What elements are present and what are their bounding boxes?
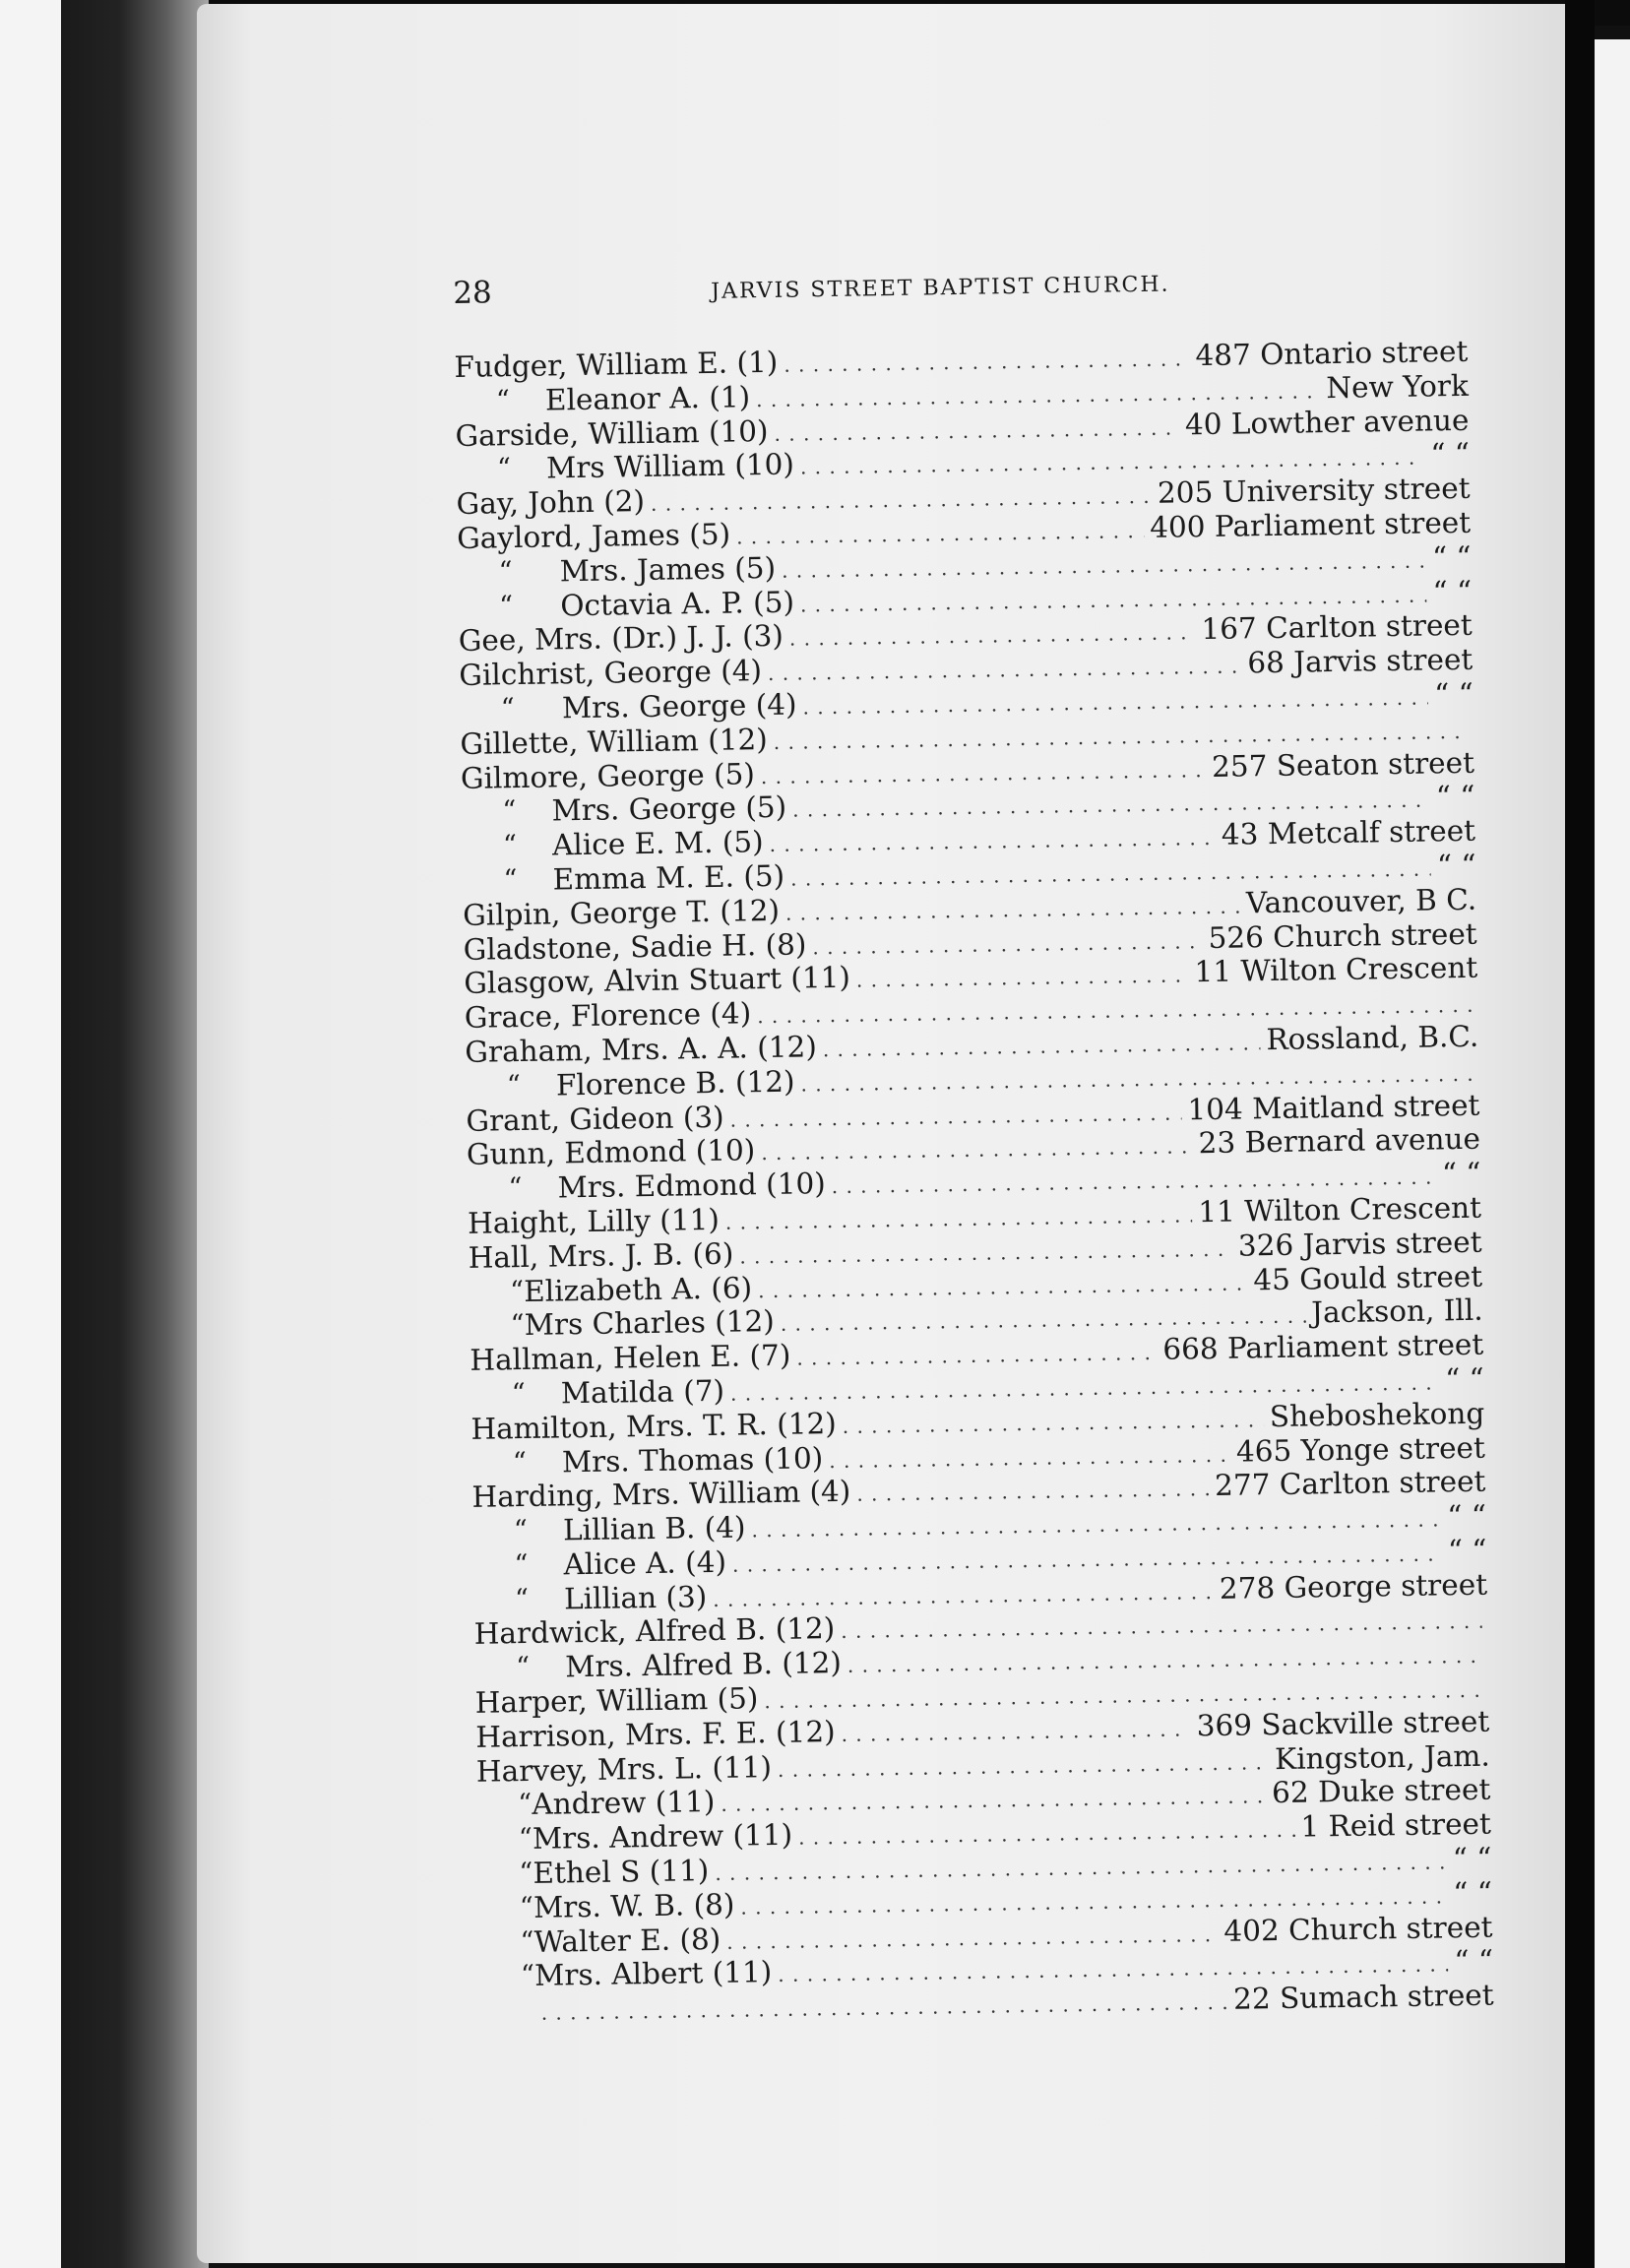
- member-address: 40 Lowther avenue: [1184, 403, 1470, 441]
- member-name: Harding, Mrs. William (4): [471, 1475, 851, 1515]
- member-address: “ “: [1454, 1944, 1494, 1979]
- member-name: Florence B. (12): [555, 1064, 795, 1102]
- member-address: 45 Gould street: [1253, 1259, 1483, 1296]
- member-address: 278 George street: [1219, 1567, 1488, 1606]
- ditto-mark: “: [519, 1891, 534, 1922]
- member-address: 400 Parliament street: [1149, 505, 1472, 544]
- member-address: Sheboshekong: [1269, 1396, 1485, 1433]
- member-name: Glasgow, Alvin Stuart (11): [464, 961, 851, 1001]
- ditto-mark: “: [518, 1789, 533, 1820]
- ditto-mark: “: [520, 1925, 534, 1957]
- member-address: 205 University street: [1157, 471, 1471, 510]
- member-name: Octavia A. P. (5): [560, 585, 795, 622]
- member-address: 277 Carlton street: [1214, 1464, 1486, 1503]
- member-address: “ “: [1433, 676, 1474, 712]
- member-name: Grace, Florence (4): [464, 996, 752, 1036]
- member-name: Hallman, Helen E. (7): [470, 1338, 791, 1377]
- member-name: Gaylord, James (5): [456, 517, 731, 555]
- member-name: Mrs. James (5): [559, 550, 777, 589]
- member-name: Mrs. Alfred B. (12): [564, 1646, 843, 1684]
- member-name: Mrs. Albert (11): [533, 1955, 773, 1993]
- member-name: Gunn, Edmond (10): [466, 1133, 756, 1172]
- ditto-mark: “: [503, 864, 518, 896]
- member-name: Garside, William (10): [455, 413, 769, 453]
- member-name: Gee, Mrs. (Dr.) J. J. (3): [458, 619, 784, 659]
- member-name: Haight, Lilly (11): [467, 1202, 721, 1240]
- member-name: Ethel S (11): [533, 1854, 710, 1890]
- member-address: “ “: [1435, 780, 1475, 814]
- member-address: 668 Parliament street: [1162, 1327, 1484, 1366]
- member-address: “ “: [1447, 1498, 1487, 1534]
- ditto-mark: “: [500, 693, 515, 724]
- member-address: “ “: [1453, 1875, 1493, 1911]
- member-address: 11 Wilton Crescent: [1198, 1190, 1482, 1229]
- member-address: “ “: [1452, 1841, 1492, 1876]
- member-name: Elizabeth A. (6): [523, 1270, 753, 1308]
- member-address: 43 Metcalf street: [1221, 813, 1476, 851]
- member-address: Jackson, Ill.: [1311, 1293, 1483, 1330]
- ditto-mark: “: [502, 830, 518, 861]
- member-address: 257 Seaton street: [1211, 745, 1475, 784]
- book-spine-edge: [61, 0, 209, 2268]
- member-name: Graham, Mrs. A. A. (12): [465, 1030, 818, 1069]
- member-name: Alice A. (4): [563, 1544, 727, 1582]
- adjacent-page-sliver: [1595, 39, 1630, 2268]
- member-name: Eleanor A. (1): [544, 380, 751, 417]
- member-name: Mrs. George (4): [561, 687, 797, 725]
- ditto-mark: “: [514, 1583, 530, 1614]
- member-address: 104 Maitland street: [1187, 1088, 1480, 1126]
- ditto-mark: “: [495, 384, 511, 416]
- ditto-mark: “: [498, 555, 513, 588]
- member-name: Andrew (11): [532, 1785, 716, 1822]
- member-name: Mrs. Andrew (11): [532, 1818, 793, 1857]
- member-name: Harvey, Mrs. L. (11): [475, 1749, 773, 1789]
- member-address: 1 Reid street: [1300, 1806, 1492, 1844]
- ditto-mark: “: [499, 590, 514, 621]
- member-address: 23 Bernard avenue: [1198, 1122, 1481, 1161]
- member-name: Mrs William (10): [545, 447, 795, 485]
- member-name: Grant, Gideon (3): [466, 1100, 724, 1138]
- member-address: 487 Ontario street: [1195, 334, 1469, 373]
- ditto-mark: “: [518, 1823, 533, 1855]
- ditto-mark: “: [508, 1172, 523, 1204]
- member-address: 11 Wilton Crescent: [1194, 951, 1478, 989]
- ditto-mark: “: [496, 453, 512, 484]
- ditto-mark: “: [520, 1960, 535, 1991]
- member-name: Gillette, William (12): [460, 722, 768, 761]
- member-address: 326 Jarvis street: [1237, 1225, 1482, 1263]
- member-address: 526 Church street: [1208, 916, 1477, 955]
- member-name: Hall, Mrs. J. B. (6): [468, 1236, 734, 1275]
- ditto-mark: “: [511, 1377, 526, 1410]
- ditto-mark: “: [502, 795, 517, 827]
- member-address: “ “: [1447, 1533, 1487, 1568]
- member-name: Lillian B. (4): [562, 1510, 746, 1547]
- ditto-mark: “: [510, 1309, 525, 1341]
- member-name: Hardwick, Alfred B. (12): [473, 1611, 836, 1652]
- member-address: “ “: [1432, 574, 1473, 608]
- member-name: Mrs. George (5): [551, 790, 787, 828]
- member-address: 369 Sackville street: [1196, 1704, 1490, 1743]
- member-list: [454, 335, 1494, 2029]
- ditto-mark: “: [514, 1548, 529, 1581]
- ditto-mark: “: [515, 1652, 531, 1683]
- ditto-mark: “: [512, 1446, 527, 1478]
- ditto-mark: “: [519, 1857, 533, 1889]
- member-address: Rossland, B.C.: [1266, 1019, 1479, 1057]
- member-name: Emma M. E. (5): [552, 858, 785, 897]
- member-name: Gladstone, Sadie H. (8): [463, 926, 807, 967]
- member-name: Lillian (3): [563, 1579, 708, 1616]
- member-name: Harrison, Mrs. F. E. (12): [475, 1714, 836, 1754]
- member-address: 402 Church street: [1223, 1910, 1493, 1948]
- page-content: [453, 260, 1494, 2029]
- member-address: “ “: [1436, 848, 1476, 883]
- member-name: Mrs Charles (12): [524, 1304, 776, 1343]
- member-name: Gay, John (2): [456, 484, 646, 522]
- member-address: 62 Duke street: [1271, 1773, 1491, 1810]
- page-number: 28: [453, 275, 493, 311]
- member-address: 167 Carlton street: [1201, 608, 1473, 647]
- member-name: Matilda (7): [560, 1373, 725, 1411]
- member-address: 22 Sumach street: [1232, 1978, 1494, 2017]
- ditto-mark: “: [506, 1069, 521, 1101]
- member-address: New York: [1326, 368, 1470, 405]
- page-gutter: [1565, 0, 1595, 2268]
- ditto-mark: “: [509, 1275, 525, 1306]
- member-name: Mrs. Edmond (10): [557, 1166, 826, 1205]
- member-address: Vancouver, B C.: [1245, 882, 1477, 920]
- member-address: “ “: [1431, 539, 1472, 575]
- member-name: Mrs. W. B. (8): [533, 1887, 735, 1924]
- ditto-mark: “: [513, 1515, 529, 1546]
- member-address: “ “: [1430, 437, 1471, 472]
- member-name: Gilchrist, George (4): [459, 654, 763, 693]
- member-name: Alice E. M. (5): [551, 825, 764, 862]
- member-address: 465 Yonge street: [1235, 1430, 1486, 1469]
- member-address: “ “: [1441, 1156, 1481, 1191]
- member-address: 68 Jarvis street: [1247, 642, 1473, 680]
- member-name: Gilmore, George (5): [460, 756, 756, 795]
- member-name: Harper, William (5): [474, 1681, 759, 1720]
- scanner-left-margin: [0, 0, 61, 2268]
- member-name: Gilpin, George T. (12): [462, 893, 781, 932]
- member-address: Kingston, Jam.: [1274, 1738, 1491, 1776]
- member-address: “ “: [1444, 1361, 1484, 1397]
- member-name: Fudger, William E. (1): [454, 345, 779, 384]
- member-name: Hamilton, Mrs. T. R. (12): [470, 1406, 837, 1446]
- running-title: JARVIS STREET BAPTIST CHURCH.: [711, 272, 1170, 304]
- member-name: Walter E. (8): [533, 1922, 721, 1959]
- member-name: Mrs. Thomas (10): [561, 1440, 824, 1479]
